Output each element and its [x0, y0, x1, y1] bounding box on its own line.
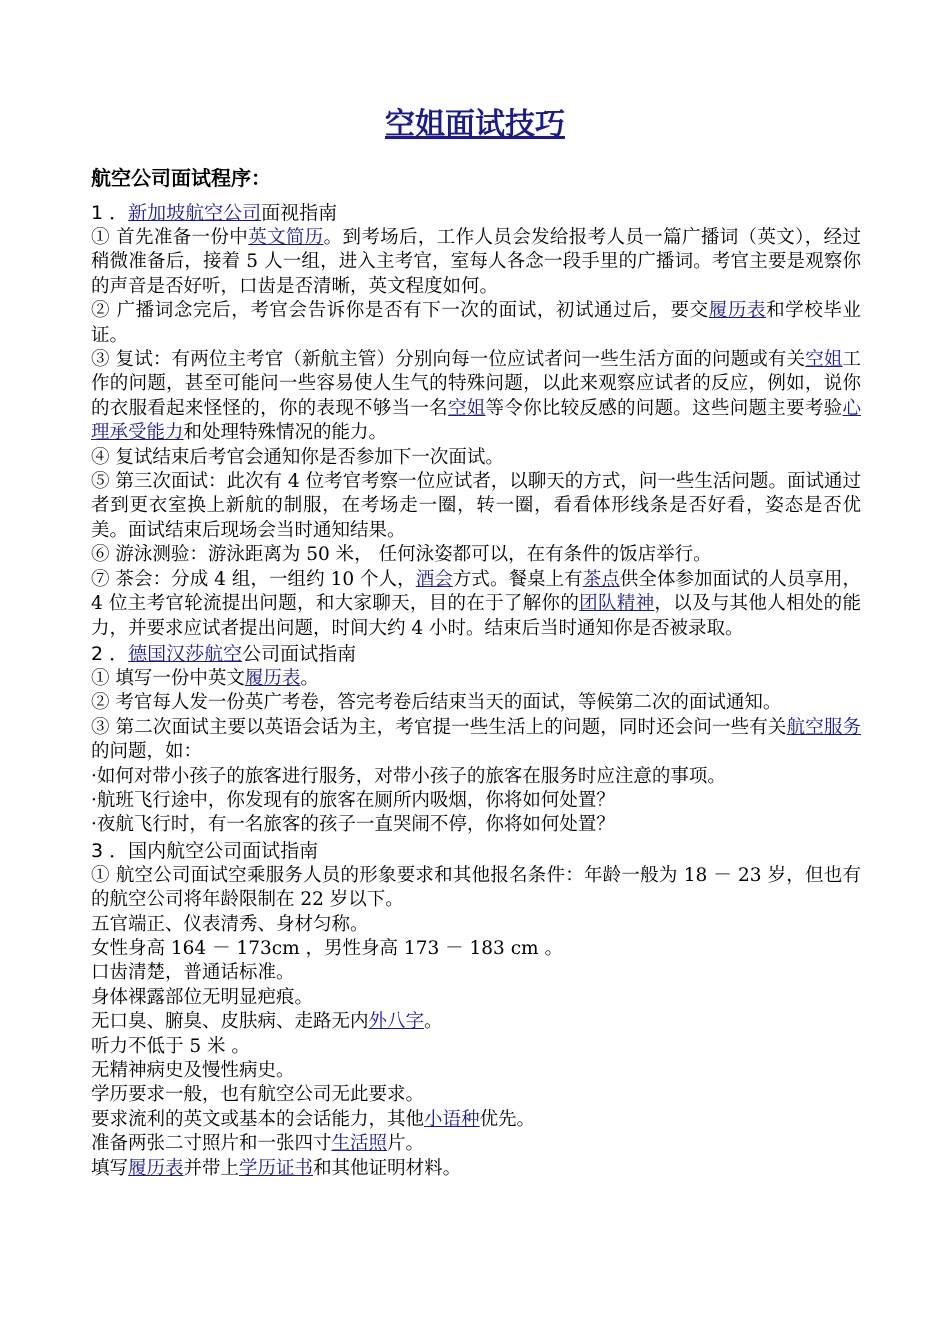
paragraph	[91, 716, 861, 765]
page-title	[0, 104, 950, 146]
section-2-heading	[91, 641, 861, 667]
text: 方式。餐桌上有	[452, 568, 583, 590]
link-singapore-airlines[interactable]: 新加坡航空公司	[128, 202, 262, 224]
section-1-number: 1 ．	[91, 202, 129, 224]
question-item: ·夜航飞行时，有一名旅客的孩子一直哭闹不停，你将如何处置？	[91, 814, 615, 836]
section-1-heading	[91, 200, 861, 226]
section-1-heading-rest: 面视指南	[261, 202, 338, 224]
text: ③ 复试：有两位主考官（新航主管）分别向每一位应试者问一些生活方面的问题或有关	[91, 349, 806, 371]
requirement-item: 学历要求一般，也有航空公司无此要求。	[91, 1084, 425, 1106]
section-2-number: 2 ．	[91, 642, 129, 665]
text: 填写	[91, 1157, 129, 1179]
section-heading: 航空公司面试程序：	[91, 166, 271, 190]
link-team-spirit[interactable]: 团队精神	[579, 593, 655, 615]
requirement-item: 身体裸露部位无明显疤痕。	[91, 986, 314, 1008]
text: 并带上	[183, 1157, 240, 1179]
link-stewardess[interactable]: 空姐	[447, 397, 486, 419]
link-life-photo[interactable]: 生活照	[331, 1133, 388, 1155]
requirement-item: 听力不低于 5 米 。	[91, 1035, 250, 1057]
text: 要求流利的英文或基本的会话能力，其他	[91, 1108, 425, 1130]
paragraph	[91, 348, 861, 446]
paragraph: ① 航空公司面试空乘服务人员的形象要求和其他报名条件：年龄一般为 18 － 23 岁，但也有的航空公司将年龄限制在 22 岁以下。	[91, 864, 861, 911]
paragraph	[91, 667, 861, 691]
paragraph: ⑤ 第三次面试：此次有 4 位考官考察一位应试者，以聊天的方式，问一些生活问题。面试通过者到更衣室换上新航的制服，在考场走一圈，转一圈，看看体形线条是否好看，姿态是否优美。面试结束后现场会当时通知结果。	[91, 471, 861, 541]
link-psychological-tolerance[interactable]: 心理承受能力	[91, 397, 861, 444]
paragraph: ④ 复试结束后考官会通知你是否参加下一次面试。	[91, 446, 504, 468]
paragraph: ⑥ 游泳测验：游泳距离为 50 米， 任何泳姿都可以，在有条件的饭店举行。	[91, 544, 712, 566]
title-link[interactable]: 空姐面试技巧	[385, 107, 565, 142]
section-3-number: 3 ．	[91, 839, 129, 862]
requirement-item	[91, 1132, 861, 1156]
paragraph	[91, 299, 861, 348]
text: 。	[300, 667, 319, 689]
document-body	[91, 164, 861, 1181]
text: 准备两张二寸照片和一张四寸	[91, 1133, 332, 1155]
text: ⑦ 茶会：分成 4 组，一组约 10 个人，	[91, 568, 416, 590]
requirement-item	[91, 1108, 861, 1132]
text: ① 填写一份中英文	[91, 667, 245, 689]
text: 无口臭、腑臭、皮肤病、走路无内	[91, 1011, 369, 1033]
link-resume-form[interactable]: 履历表	[244, 667, 301, 689]
question-item: ·如何对带小孩子的旅客进行服务，对带小孩子的旅客在服务时应注意的事项。	[91, 765, 726, 787]
section-3-heading-rest: 国内航空公司面试指南	[128, 839, 319, 862]
text: ② 广播词念完后，考官会告诉你是否有下一次的面试，初试通过后，要交	[91, 300, 709, 322]
text: 和处理特殊情况的能力。	[183, 422, 388, 444]
text: ③ 第二次面试主要以英语会话为主，考官提一些生活上的问题，同时还会问一些有关	[91, 716, 787, 738]
text: 和学校毕业证。	[91, 300, 861, 346]
text: 片。	[387, 1133, 425, 1155]
link-aviation-service[interactable]: 航空服务	[786, 716, 861, 738]
link-resume-form[interactable]: 履历表	[128, 1157, 184, 1179]
text: 。到考场后，工作人员会发给报考人员一篇广播词（英文），经过稍微准备后，接着 5 人一组，进入主考官，室每人各念一段手里的广播词。考官主要是观察你的声音是否好听，口齿是否清晰，英文程度如何。	[91, 227, 861, 297]
requirement-item	[91, 1157, 861, 1181]
link-cocktail-party[interactable]: 酒会	[415, 568, 453, 590]
requirement-item: 女性身高 164 － 173cm ，男性身高 173 － 183 cm 。	[91, 937, 563, 959]
requirement-item: 无精神病史及慢性病史。	[91, 1060, 295, 1081]
link-refreshments[interactable]: 茶点	[582, 568, 620, 590]
link-resume-form[interactable]: 履历表	[708, 300, 767, 322]
requirement-item: 五官端正、仪表清秀、身材匀称。	[91, 913, 369, 935]
text: 和其他证明材料。	[313, 1157, 462, 1179]
section-2-heading-rest: 公司面试指南	[242, 642, 357, 665]
section-3-heading	[91, 838, 861, 864]
paragraph	[91, 226, 861, 299]
link-english-resume[interactable]: 英文简历	[248, 227, 324, 248]
text: 供全体参加面试的人员享用，4 位主考官轮流提出问题，和大家聊天，目的在于了解你的	[91, 568, 861, 615]
paragraph	[91, 568, 861, 641]
link-stewardess[interactable]: 空姐	[805, 349, 843, 371]
requirement-item: 口齿清楚，普通话标准。	[91, 962, 295, 984]
paragraph: ② 考官每人发一份英广考卷，答完考卷后结束当天的面试，等候第二次的面试通知。	[91, 692, 782, 714]
text: 的问题，如：	[91, 741, 203, 763]
link-minor-languages[interactable]: 小语种	[424, 1108, 480, 1130]
link-degree-certificate[interactable]: 学历证书	[239, 1157, 314, 1179]
text: 工作的问题，甚至可能问一些容易使人生气的特殊问题，以此来观察应试者的反应，例如，说你的衣服看起来怪怪的，你的表现不够当一名	[91, 349, 861, 419]
text: 等令你比较反感的问题。这些问题主要考验	[485, 397, 843, 419]
requirement-item	[91, 1010, 861, 1034]
text: 。	[424, 1011, 443, 1033]
text: 优先。	[479, 1108, 536, 1130]
text: ，以及与其他人相处的能力，并要求应试者提出问题，时间大约 4 小时。结束后当时通知你是否被录取。	[91, 593, 861, 639]
link-lufthansa[interactable]: 德国汉莎航空	[128, 642, 243, 665]
text: ① 首先准备一份中	[91, 227, 249, 248]
link-splay-foot[interactable]: 外八字	[368, 1011, 425, 1033]
question-item: ·航班飞行途中，你发现有的旅客在厕所内吸烟，你将如何处置？	[91, 789, 615, 811]
